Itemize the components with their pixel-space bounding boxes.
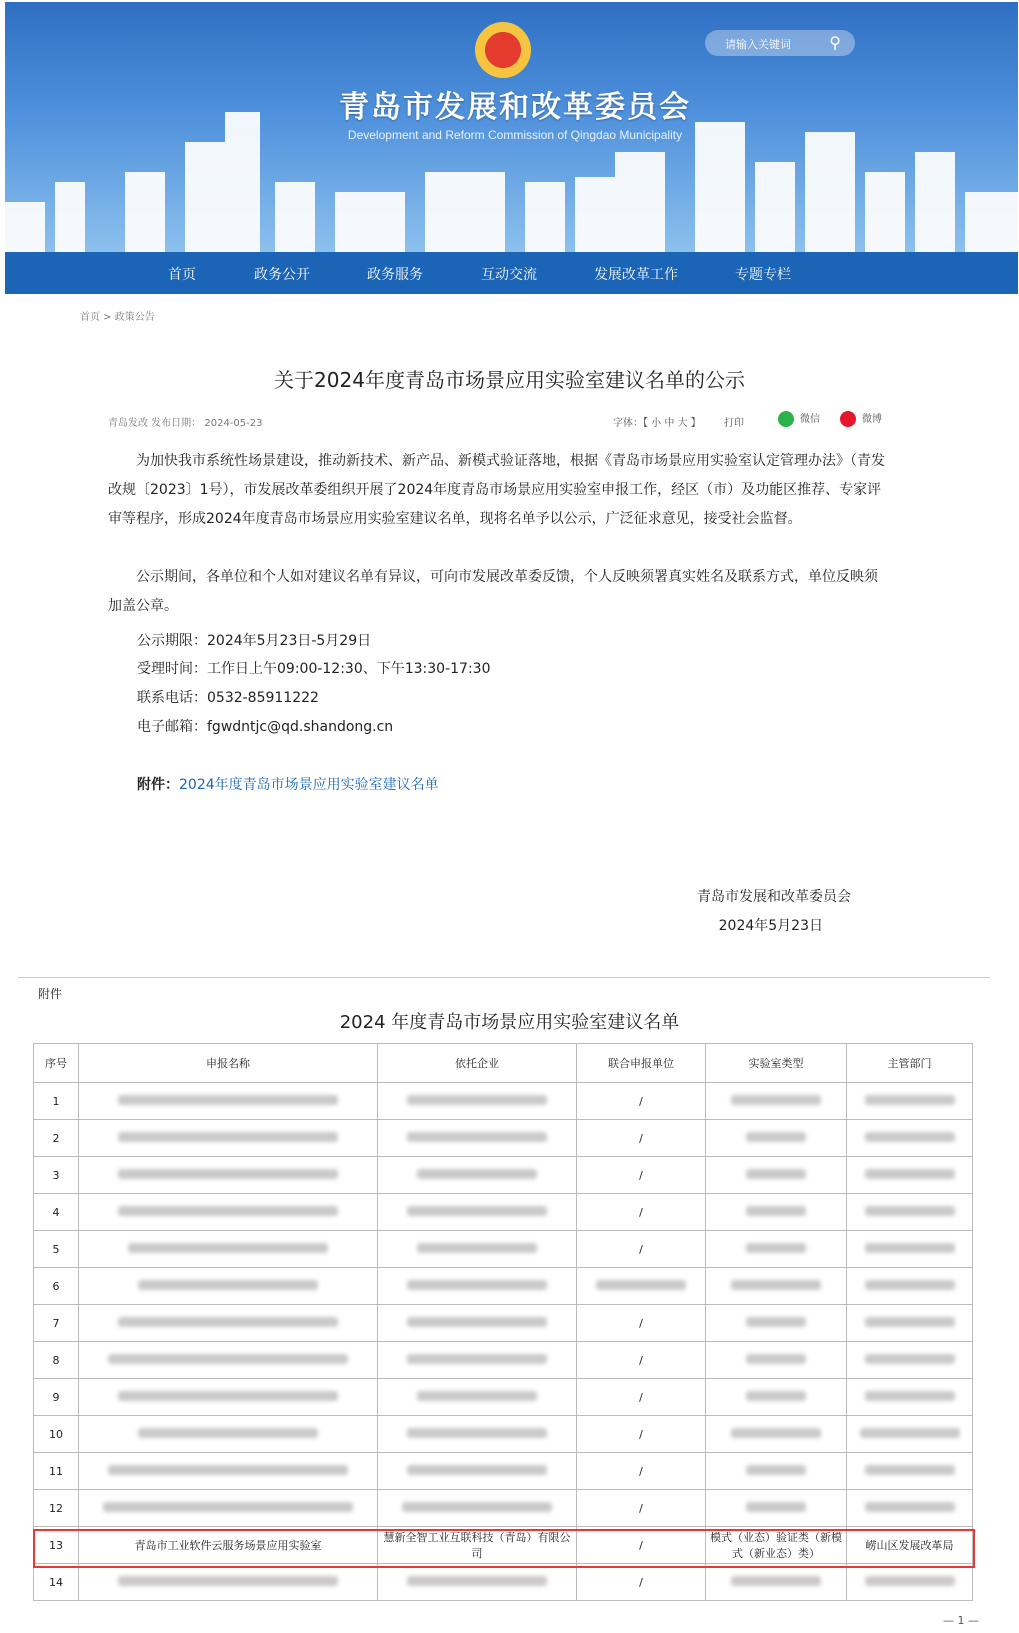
contact-phone: 联系电话：0532-85911222 — [137, 690, 319, 706]
table-row: 8 / — [34, 1342, 973, 1379]
table-row: 3 / — [34, 1157, 973, 1194]
col-name: 申报名称 — [79, 1044, 378, 1083]
divider — [18, 977, 990, 978]
nav-item-gov-service[interactable]: 政务服务 — [367, 267, 423, 283]
row-no: 2 — [34, 1120, 79, 1157]
article-meta: 青岛发改 发布日期： 2024-05-23 — [108, 418, 263, 429]
col-dept: 主管部门 — [847, 1044, 973, 1083]
notice-period: 公示期限：2024年5月23日-5月29日 — [137, 633, 372, 649]
header-banner — [5, 2, 1018, 252]
row-no: 7 — [34, 1305, 79, 1342]
row-dept: 崂山区发展改革局 — [847, 1527, 973, 1564]
table-row: 10 / — [34, 1416, 973, 1453]
share-wechat-label: 微信 — [800, 414, 820, 425]
breadcrumb[interactable]: 首页 > 政策公告 — [80, 312, 155, 323]
row-no: 9 — [34, 1379, 79, 1416]
national-emblem-logo — [475, 22, 531, 78]
article-paragraph-2: 公示期间，各单位和个人如对建议名单有异议，可向市发展改革委反馈，个人反映须署真实姓名及联系方式，单位反映须加盖公章。 — [108, 569, 878, 614]
row-no: 13 — [34, 1527, 79, 1564]
attachment-line — [137, 774, 439, 794]
row-no: 1 — [34, 1083, 79, 1120]
table-row — [34, 1268, 973, 1305]
font-size-control[interactable]: 字体：【 小 中 大 】 — [613, 418, 701, 429]
col-no: 序号 — [34, 1044, 79, 1083]
main-nav — [5, 252, 1018, 294]
row-no: 11 — [34, 1453, 79, 1490]
row-no: 4 — [34, 1194, 79, 1231]
share-wechat-button[interactable] — [778, 410, 820, 427]
nav-item-gov-open[interactable]: 政务公开 — [254, 267, 310, 283]
article-paragraph-1: 为加快我市系统性场景建设，推动新技术、新产品、新模式验证落地，根据《青岛市场景应用实验室认定管理办法》（青发改规〔2023〕1号），市发展改革委组织开展了2024年度青岛市场景应用实验室申报工作，经区（市）及功能区推荐、专家评审等程序，形成2024年度青岛市场景应用实验室建议名单，现将名单予以公示，广泛征求意见，接受社会监督。 — [108, 453, 885, 527]
attachment-link[interactable]: 2024年度青岛市场景应用实验室建议名单 — [179, 777, 439, 793]
attachment-doc-label: 附件 — [38, 987, 63, 1001]
row-company: 慧新全智工业互联科技（青岛）有限公司 — [378, 1527, 577, 1564]
table-header-row — [34, 1044, 973, 1083]
table-row: 14 / — [34, 1564, 973, 1601]
nav-item-development-work[interactable]: 发展改革工作 — [594, 267, 678, 283]
suggestion-list-table — [33, 1043, 973, 1601]
row-no: 3 — [34, 1157, 79, 1194]
row-name: 青岛市工业软件云服务场景应用实验室 — [79, 1527, 378, 1564]
table-row: 5 / — [34, 1231, 973, 1268]
table-row: 12 / — [34, 1490, 973, 1527]
col-partner: 联合申报单位 — [577, 1044, 706, 1083]
table-row: 2 / — [34, 1120, 973, 1157]
row-no: 14 — [34, 1564, 79, 1601]
col-company: 依托企业 — [378, 1044, 577, 1083]
signature-date: 2024年5月23日 — [718, 918, 823, 934]
search-placeholder[interactable]: 请输入关键词 — [725, 38, 791, 51]
site-title: 青岛市发展和改革委员会 — [339, 90, 691, 125]
row-no: 5 — [34, 1231, 79, 1268]
signature-org: 青岛市发展和改革委员会 — [697, 889, 851, 905]
col-type: 实验室类型 — [706, 1044, 847, 1083]
contact-email: 电子邮箱：fgwdntjc@qd.shandong.cn — [137, 719, 394, 735]
table-row: 7 / — [34, 1305, 973, 1342]
row-no: 12 — [34, 1490, 79, 1527]
wechat-icon — [778, 411, 794, 427]
nav-item-home[interactable]: 首页 — [168, 267, 196, 283]
table-row: 9 / — [34, 1379, 973, 1416]
print-button[interactable]: 打印 — [724, 418, 744, 429]
row-type: 模式（业态）验证类（新模式（新业态）类） — [706, 1527, 847, 1564]
table-row: 11 / — [34, 1453, 973, 1490]
accept-time: 受理时间：工作日上午09:00-12:30、下午13:30-17:30 — [137, 661, 491, 677]
attachment-doc-title: 2024 年度青岛市场景应用实验室建议名单 — [339, 1012, 680, 1033]
table-row: 1 / — [34, 1083, 973, 1120]
site-subtitle: Development and Reform Commission of Qingdao Municipality — [347, 128, 683, 142]
share-weibo-label: 微博 — [862, 414, 882, 425]
page-number: — 1 — — [943, 1614, 979, 1627]
table-row: 4 / — [34, 1194, 973, 1231]
row-no: 10 — [34, 1416, 79, 1453]
search-box[interactable] — [705, 30, 855, 56]
row-no: 6 — [34, 1268, 79, 1305]
share-weibo-button[interactable] — [840, 410, 882, 427]
attachment-label: 附件： — [137, 777, 179, 793]
article-title: 关于2024年度青岛市场景应用实验室建议名单的公示 — [274, 368, 745, 392]
weibo-icon — [840, 411, 856, 427]
search-icon[interactable]: ⚲ — [829, 33, 841, 52]
nav-item-special-column[interactable]: 专题专栏 — [735, 267, 791, 283]
table-row-highlighted — [34, 1527, 973, 1564]
row-partner: / — [577, 1527, 706, 1564]
row-no: 8 — [34, 1342, 79, 1379]
nav-item-interaction[interactable]: 互动交流 — [481, 267, 537, 283]
